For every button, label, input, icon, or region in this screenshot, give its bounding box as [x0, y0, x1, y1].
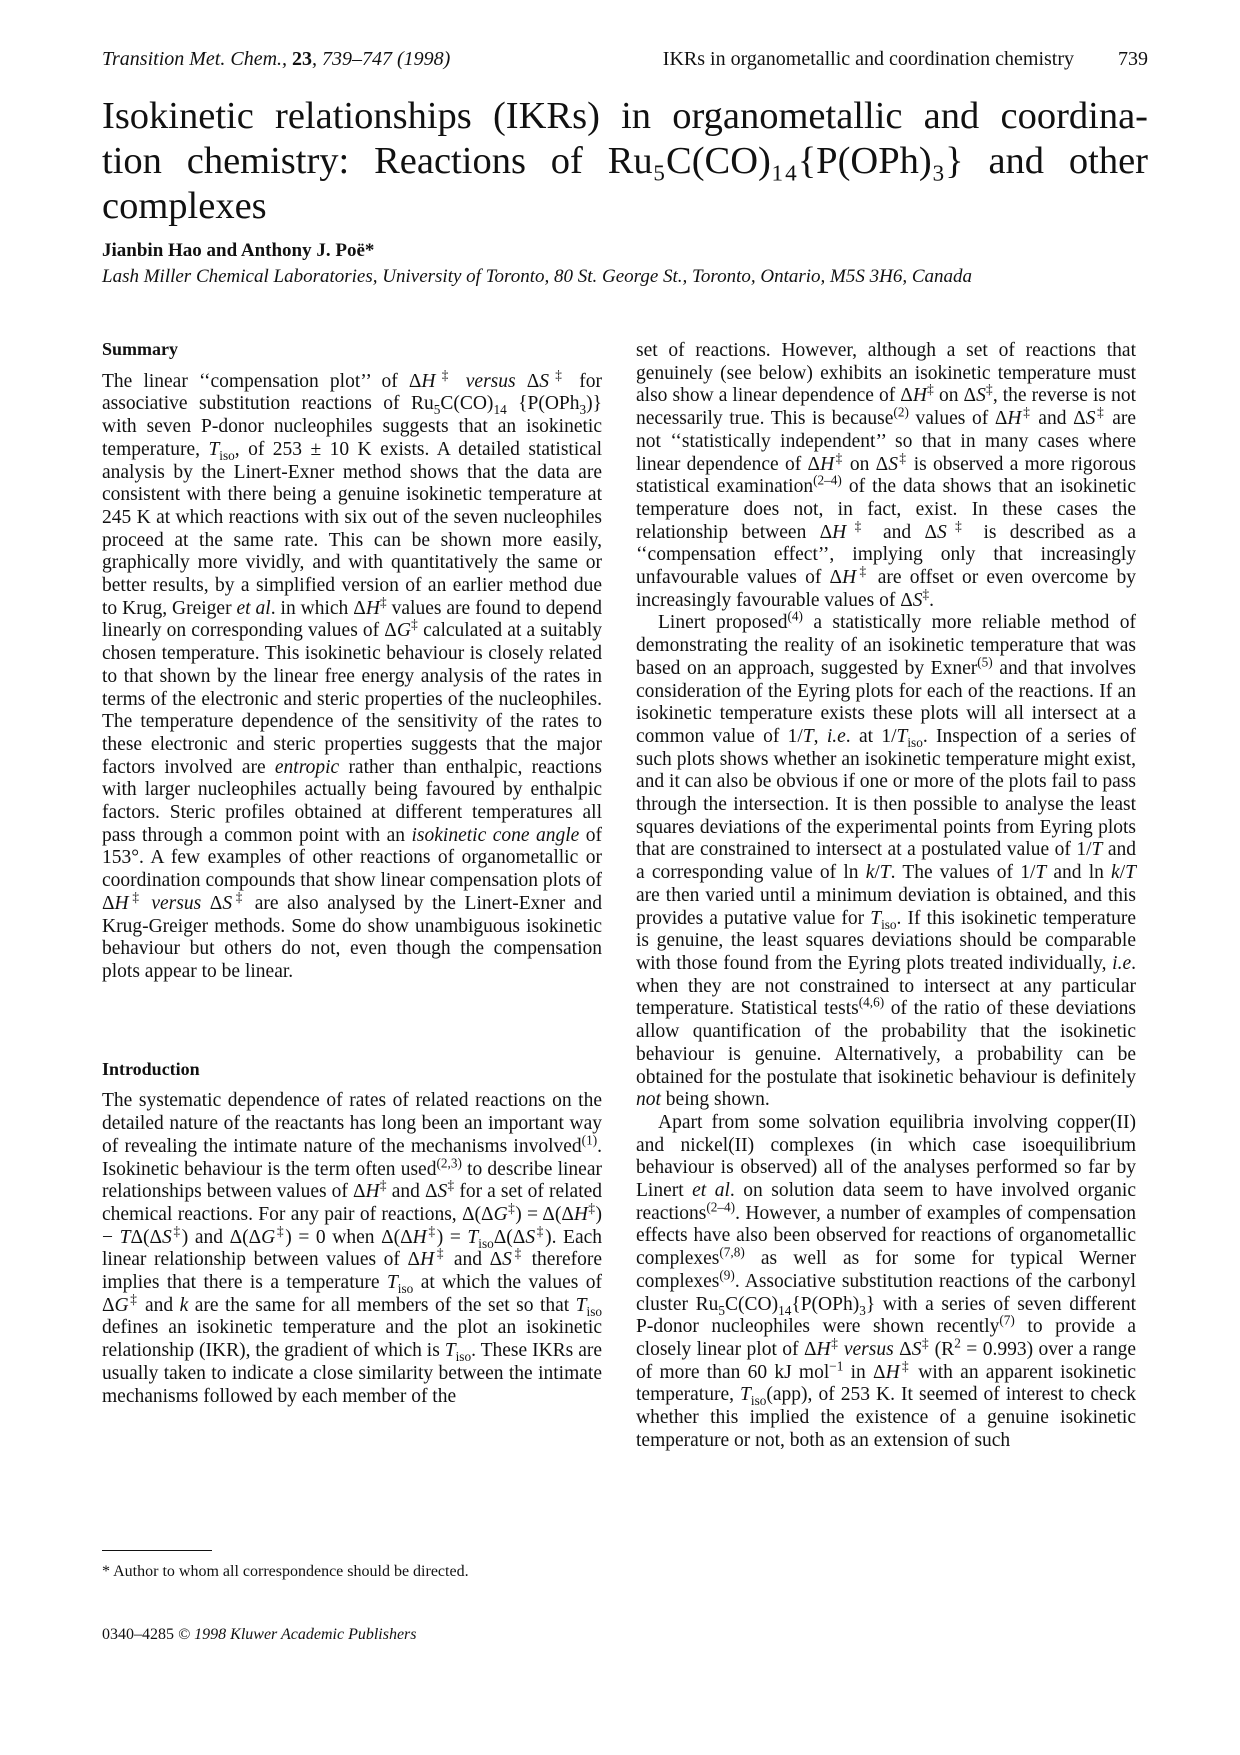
footnote: * Author to whom all correspondence should be directed.	[102, 1563, 469, 1580]
authors: Jianbin Hao and Anthony J. Poë*	[102, 240, 375, 261]
summary-paragraph: The linear ‘‘compensation plot’’ of ΔH‡ versus ΔS‡ for associative substitution reactions of $Ru_5C(CO)_{14}$ {P(OPh$_3$)} with seven P-donor nucleophiles suggests that an isokinetic temperature, $T_{iso}$, of 253 ± 10 K exists. A detailed statistical analysis by the Linert-Exner method shows that the data are consistent with there being a genuine isokinetic temperature at 245 K at which reactions with six out of the seven nucleophiles proceed at the same rate. This can be shown more easily, graphically more vividly, and with quantitatively the same or better results, by a simplified version of an earlier method due to Krug, Greiger et al. in which ΔH‡ values are found to depend linearly on corresponding values of ΔG‡ calculated at a suitably chosen temperature. This isokinetic behaviour is closely related to that shown by the linear free energy analysis of the rates in terms of the electronic and steric properties of the nucleophiles. The temperature dependence of the sensitivity of the rates to these electronic and steric properties suggests that the major factors involved are entropic rather than enthalpic, reactions with larger nucleophiles actually being favoured by enthalpic factors. Steric profiles obtained at different temperatures all pass through a common point with an isokinetic cone angle of 153°. A few examples of other reactions of organometallic or coordination compounds that show linear compensation plots of ΔH‡ versus ΔS‡ are also analysed by the Linert-Exner and Krug-Greiger methods. Some do show unambiguous isokinetic behaviour but others do not, even though the compensation plots appear to be linear.	[102, 367, 603, 982]
right-column	[636, 340, 1136, 1452]
affiliation: Lash Miller Chemical Laboratories, University of Toronto, 80 St. George St., Toronto, Ontario, M5S 3H6, Canada	[102, 266, 972, 287]
body-paragraph-2: Linert proposed$^{(4)}$ a statistically more reliable method of demonstrating the reality of an isokinetic temperature that was based on an approach, suggested by Exner$^{(5)}$ and that involves consideration of the Eyring plots for each of the reactions. If an isokinetic temperature exists these plots will all intersect at a common value of 1/T, i.e. at $1/T_{iso}$. Inspection of a series of such plots shows whether an isokinetic temperature might exist, and it can also be obvious if one or more of the plots fail to pass through the intersection. It is then possible to analyse the least squares deviations of the experimental points from Eyring plots that are constrained to intersect at a postulated value of 1/T and a corresponding value of ln k/T. The values of 1/T and ln k/T are then varied until a minimum deviation is obtained, and this provides a putative value for $T_{iso}$. If this isokinetic temperature is genuine, the least squares deviations should be comparable with those found from the Eyring plots treated individually, i.e. when they are not constrained to intersect at any particular temperature. Statistical tests$^{(4,6)}$ of the ratio of these deviations allow quantification of the probability that the isokinetic behaviour is genuine. Alternatively, a probability can be obtained for the postulate that isokinetic behaviour is definitely not being shown.	[636, 608, 1137, 1111]
body-paragraph-1: set of reactions. However, although a set of reactions that genuinely (see below) exhibits an isokinetic temperature must also show a linear dependence of ΔH‡ on ΔS‡, the reverse is not necessarily true. This is because$^{(2)}$ values of ΔH‡ and ΔS‡ are not ‘‘statistically independent’’ so that in many cases where linear dependence of ΔH‡ on ΔS‡ is observed a more rigorous statistical examination$^{(2-4)}$ of the data shows that an isokinetic temperature does not, in fact, exist. In these cases the relationship between ΔH‡ and ΔS‡ is described as a ‘‘compensation effect’’, implying only that increasingly unfavourable values of ΔH‡ are offset or even overcome by increasingly favourable values of ΔS‡.	[636, 340, 1137, 611]
introduction-paragraph: The systematic dependence of rates of related reactions on the detailed nature of the reactants has long been an important way of revealing the intimate nature of the mechanisms involved$^{(1)}$. Isokinetic behaviour is the term often used$^{(2,3)}$ to describe linear relationships between values of ΔH‡ and ΔS‡ for a set of related chemical reactions. For any pair of reactions, Δ(ΔG‡) = Δ(ΔH‡) − TΔ(ΔS‡) and Δ(ΔG‡) = 0 when $\Delta(\Delta H^\ddagger) = T_{iso}\Delta(\Delta S^\ddagger)$. Each linear relationship between values of ΔH‡ and ΔS‡ therefore implies that there is a temperature $T_{iso}$ at which the values of ΔG‡ and k are the same for all members of the set so that $T_{iso}$ defines an isokinetic temperature and the plot an isokinetic relationship (IKR), the gradient of which is $T_{iso}$. These IKRs are usually taken to indicate a close similarity between the intimate mechanisms followed by each member of the	[102, 1090, 603, 1407]
introduction-heading: Introduction	[102, 1058, 200, 1079]
copyright: © 1998 Kluwer Academic Publishers	[178, 1626, 417, 1643]
page-number: 739	[1118, 48, 1148, 70]
body-paragraph-3: Apart from some solvation equilibria involving copper(II) and nickel(II) complexes (in which case isoequilibrium behaviour is observed) all of the analyses performed so far by Linert et al. on solution data seem to have involved organic reactions$^{(2-4)}$. However, a number of examples of compensation effects have also been observed for reactions of organometallic complexes$^{(7,8)}$ as well as for some for typical Werner complexes$^{(9)}$. Associative substitution reactions of the carbonyl cluster $Ru_5C(CO)_{14}\{P(OPh)_3\}$ with a series of seven different P-donor nucleophiles were shown recently$^{(7)}$ to provide a closely linear plot of ΔH‡ versus ΔS‡ $(R^2 = 0.993)$ over a range of more than 60 kJ mol$^{-1}$ in ΔH‡ with an apparent isokinetic temperature, $T_{iso}(app)$, of 253 K. It seemed of interest to check whether this implied the existence of a genuine isokinetic temperature or not, both as an extension of such	[636, 1111, 1137, 1451]
issn: 0340–4285	[102, 1626, 174, 1643]
left-column	[102, 338, 602, 1408]
summary-heading: Summary	[102, 339, 178, 359]
publisher-line	[102, 1626, 417, 1644]
journal-citation: Transition Met. Chem., 23, 739–747 (1998)	[102, 48, 451, 70]
article-title: Isokinetic relationships (IKRs) in organometallic and coordina- tion chemistry: Reactions of Ru₅C(CO)₁₄{P(OPh)₃} and other complexes	[102, 95, 1148, 227]
footnote-rule	[102, 1550, 212, 1551]
running-title: IKRs in organometallic and coordination chemistry 739	[662, 48, 1148, 70]
